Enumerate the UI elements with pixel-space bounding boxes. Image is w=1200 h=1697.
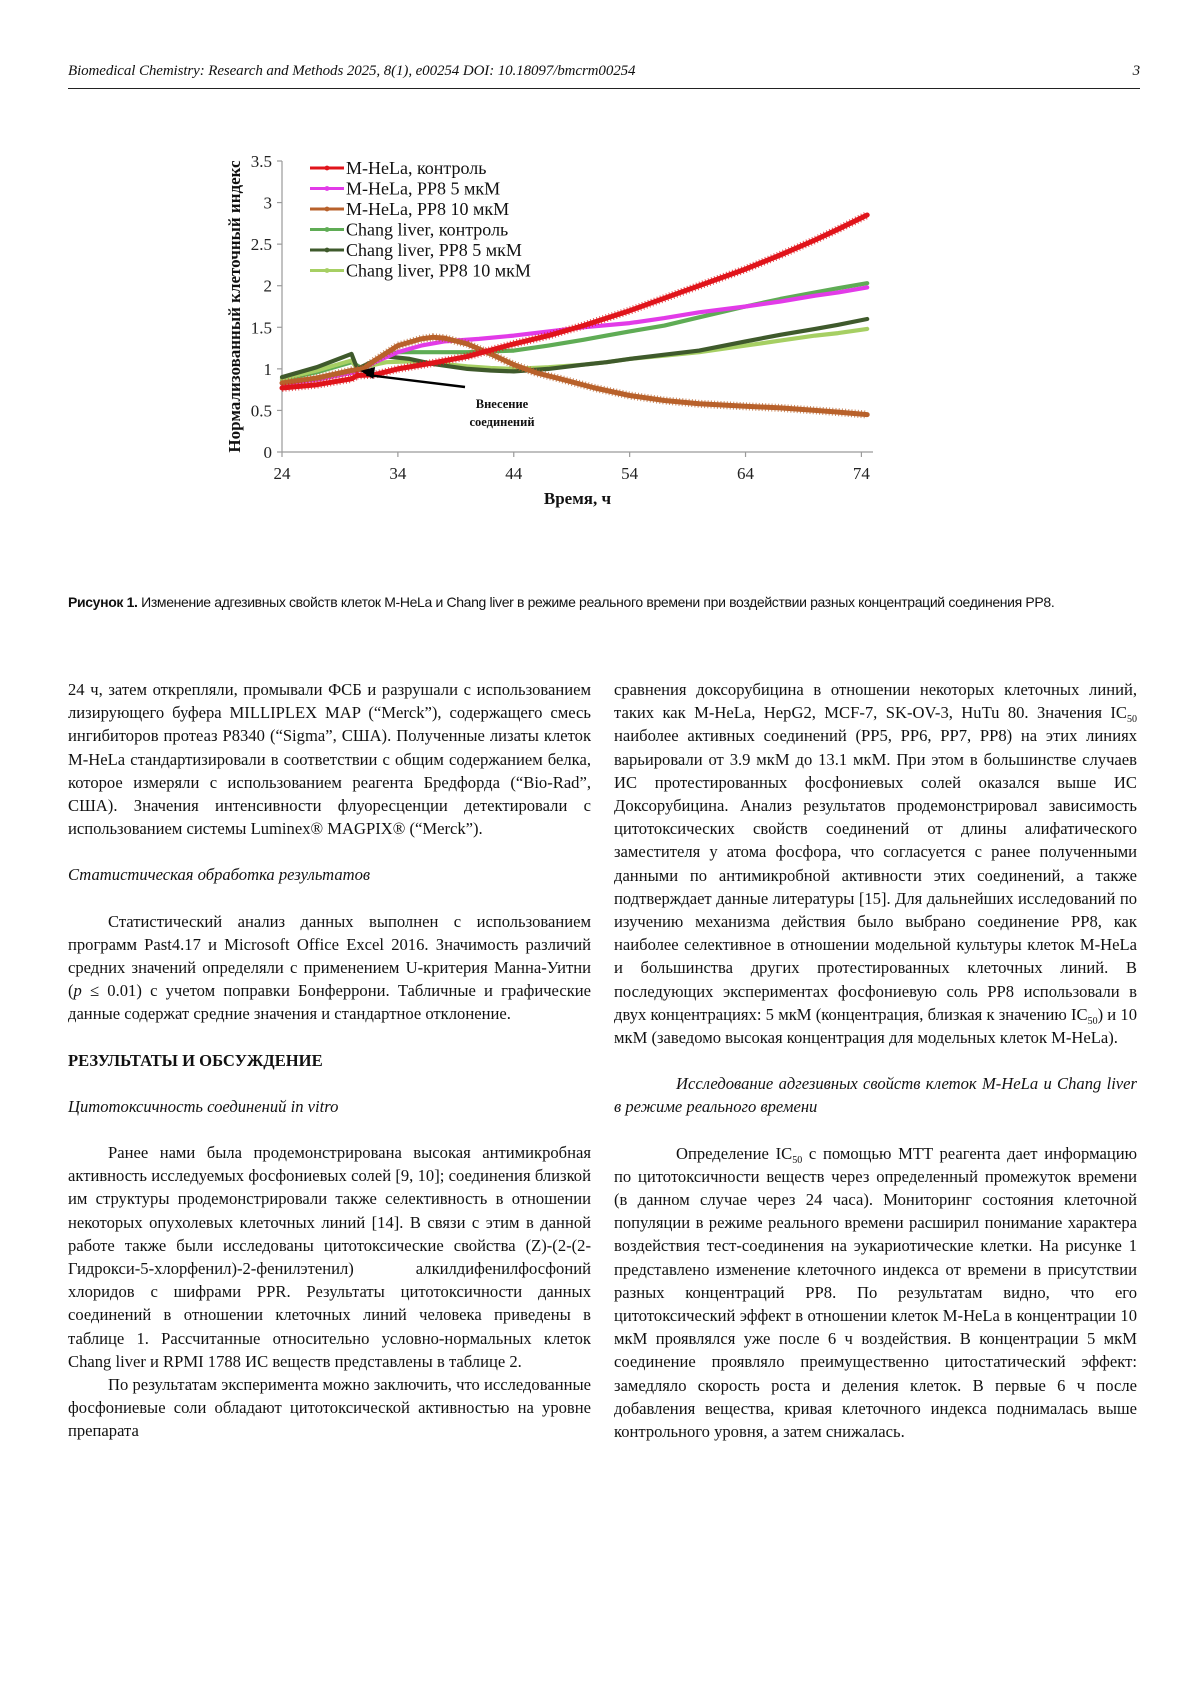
x-tick-label: 34 bbox=[389, 464, 407, 483]
figure-1 bbox=[210, 150, 990, 560]
legend-label: Chang liver, PP8 10 мкМ bbox=[346, 260, 531, 281]
subscript-50: 50 bbox=[1127, 714, 1137, 726]
cytotoxicity-paragraph-1: Ранее нами была продемонстрирована высокая антимикробная активность исследуемых фосфониевых солей [9, 10]; соединения близкой им структуры продемонстрировали также селективность в отношении некоторых опухолевых клеточных линий [14]. В связи с этим в данной работе также были исследованы цитотоксические свойства (Z)-(2-(2-Гидрокси-5-хлорфенил)-2-фенилэтенил) алкилдифенилфосфоний хлоридов с шифрами PPR. Результаты цитотоксичности данных соединений в отношении клеточных линий человека приведены в таблице 1. Рассчитанные относительно условно-нормальных клеток Chang liver и RPMI 1788 ИС веществ представлены в таблице 2. bbox=[68, 1143, 591, 1371]
legend-label: M-HeLa, контроль bbox=[346, 158, 487, 178]
stats-text-b: ≤ 0.01) с учетом поправки Бонферрони. Табличные и графические данные содержат средние значения и стандартное отклонение. bbox=[68, 981, 591, 1024]
right-column bbox=[614, 678, 1137, 1443]
y-tick-label: 1.5 bbox=[250, 318, 272, 338]
y-tick-label: 3.5 bbox=[250, 152, 272, 171]
x-axis-title: Время, ч bbox=[543, 489, 612, 508]
left-column bbox=[68, 678, 591, 1443]
results-heading: РЕЗУЛЬТАТЫ И ОБСУЖДЕНИЕ bbox=[68, 1050, 323, 1070]
annotation-line-1: Внесение bbox=[475, 397, 529, 411]
para-text-b: наиболее активных соединений (PP5, PP6, PP7, PP8) на этих линиях варьировали от 3.9 мкМ до 13.1 мкМ. При этом в большинстве случаев ИС протестированных фосфониевых солей оказался выше ИС Доксорубицина. Анализ результатов продемонстрировал зависимость цитотоксических свойств соединений от длины алифатического заместителя у атома фосфора, что согласуется с ранее полученными данными по антимикробной активности этих соединений, а также подтверждает данные литературы [15]. Для дальнейших исследований по изучению механизма действия было выбрано соединение PP8, как наиболее селективное в отношении модельной культуры клеток M-HeLa и большинства других протестированных клеточных линий. В последующих экспериментах фосфониевую соль PP8 использовали в двух концентрациях: 5 мкМ (концентрация, близкая к значению IC bbox=[614, 726, 1137, 1024]
annotation-line-2: соединений bbox=[469, 415, 535, 429]
y-tick-label: 0 bbox=[263, 443, 272, 462]
cytotoxicity-paragraph-2: По результатам эксперимента можно заключить, что исследованные фосфониевые соли обладают цитотоксической активностью на уровне препарата bbox=[68, 1375, 591, 1441]
para-text-c: ) и 10 мкМ (заведомо высокая концентрация для модельных клеток M-HeLa). bbox=[614, 1004, 1138, 1048]
chart-legend bbox=[310, 158, 531, 281]
legend-marker-icon bbox=[325, 166, 330, 171]
y-tick-label: 2 bbox=[263, 276, 272, 296]
journal-citation: Biomedical Chemistry: Research and Methods 2025, 8(1), e00254 DOI: 10.18097/bmcrm00254 bbox=[68, 63, 636, 79]
figure-caption-label: Рисунок 1. bbox=[68, 594, 138, 610]
continued-paragraph bbox=[614, 678, 1137, 1049]
figure-caption-text: Изменение адгезивных свойств клеток M-HeLa и Chang liver в режиме реального времени при воздействии разных концентраций соединения PP8. bbox=[137, 594, 1055, 610]
para-text-a: сравнения доксорубицина в отношении некоторых клеточных линий, таких как M-HeLa, HepG2, MCF-7, SK-OV-3, HuTu 80. Значения IC bbox=[614, 680, 1137, 723]
adh-text-b: с помощью MTT реагента дает информацию по цитотоксичности веществ через определенный промежуток времени (в данном случае через 24 часа). Мониторинг состояния клеточной популяции в режиме реального времени расширил понимание характера воздействия тест-соединения на эукариотические клетки. На рисунке 1 представлено изменение клеточного индекса от времени в присутствии разных концентраций PP8. По результатам видно, что его цитотоксический эффект в отношении клеток M-HeLa в концентрации 10 мкМ проявлялся уже после 6 ч воздействия. В концентрации 5 мкМ соединение проявляло преимущественно цитостатический эффект: замедляло скорость роста и деления клеток. В первые 6 ч после добавления вещества, кривая клеточного индекса поднималась выше контрольного уровня, а затем снижалась. bbox=[614, 1143, 1137, 1442]
annotation-arrow bbox=[366, 375, 465, 387]
legend-label: Chang liver, контроль bbox=[346, 219, 509, 240]
y-ticks bbox=[251, 152, 282, 462]
legend-label: M-HeLa, PP8 10 мкМ bbox=[346, 199, 510, 219]
y-tick-label: 2.5 bbox=[250, 235, 272, 255]
x-ticks bbox=[274, 452, 871, 483]
figure-caption bbox=[68, 591, 1140, 613]
x-tick-label: 24 bbox=[273, 464, 291, 483]
legend-marker-icon bbox=[325, 268, 330, 273]
stats-paragraph bbox=[68, 910, 591, 1026]
chart-axes bbox=[251, 152, 873, 483]
x-tick-label: 64 bbox=[737, 464, 755, 483]
stats-subheading: Статистическая обработка результатов bbox=[68, 865, 371, 885]
legend-marker-icon bbox=[325, 248, 330, 253]
stats-text-a: Статистический анализ данных выполнен с использованием программ Past4.17 и Microsoft Office Excel 2016. Значимость различий средних значений определяли с применением U-критерия Манна-Уитни ( bbox=[68, 911, 591, 1001]
header-rule bbox=[68, 88, 1140, 89]
subscript-50: 50 bbox=[792, 1154, 803, 1166]
adhesion-subheading: Исследование адгезивных свойств клеток M-HeLa и Chang liver в режиме реального времени bbox=[614, 1074, 1137, 1117]
line-chart bbox=[210, 150, 990, 560]
annotation-compound-addition bbox=[360, 367, 534, 429]
legend-marker-icon bbox=[325, 207, 330, 212]
y-tick-label: 3 bbox=[263, 193, 272, 213]
legend-label: M-HeLa, PP8 5 мкМ bbox=[346, 178, 501, 199]
adhesion-paragraph bbox=[614, 1142, 1137, 1444]
x-tick-label: 44 bbox=[505, 464, 523, 483]
y-axis-title: Нормализованный клеточный индекс bbox=[225, 160, 244, 453]
p-variable: p bbox=[73, 981, 82, 1001]
page-number: 3 bbox=[1132, 63, 1140, 79]
adh-text-a: Определение IC bbox=[676, 1143, 793, 1163]
legend-marker-icon bbox=[325, 186, 330, 191]
legend-label: Chang liver, PP8 5 мкМ bbox=[346, 240, 522, 260]
methods-paragraph: 24 ч, затем открепляли, промывали ФСБ и разрушали с использованием лизирующего буфера MILLIPLEX MAP (“Merck”), содержащего смесь ингибиторов протеаз P8340 (“Sigma”, США). Полученные лизаты клеток M-HeLa стандартизировали в соответствии с общим содержанием белка, которое измеряли с использованием реагента Бредфорда (“Bio-Rad”, США). Значения интенсивности флуоресценции детектировали с использованием системы Luminex® MAGPIX® (“Merck”). bbox=[68, 680, 591, 839]
y-tick-label: 1 bbox=[263, 359, 272, 379]
legend-marker-icon bbox=[325, 227, 330, 232]
y-tick-label: 0.5 bbox=[250, 401, 272, 421]
running-header bbox=[68, 63, 1140, 80]
x-tick-label: 54 bbox=[621, 464, 639, 483]
subscript-50: 50 bbox=[1087, 1015, 1098, 1027]
x-tick-label: 74 bbox=[852, 464, 870, 483]
cytotoxicity-subheading: Цитотоксичность соединений in vitro bbox=[68, 1096, 339, 1116]
